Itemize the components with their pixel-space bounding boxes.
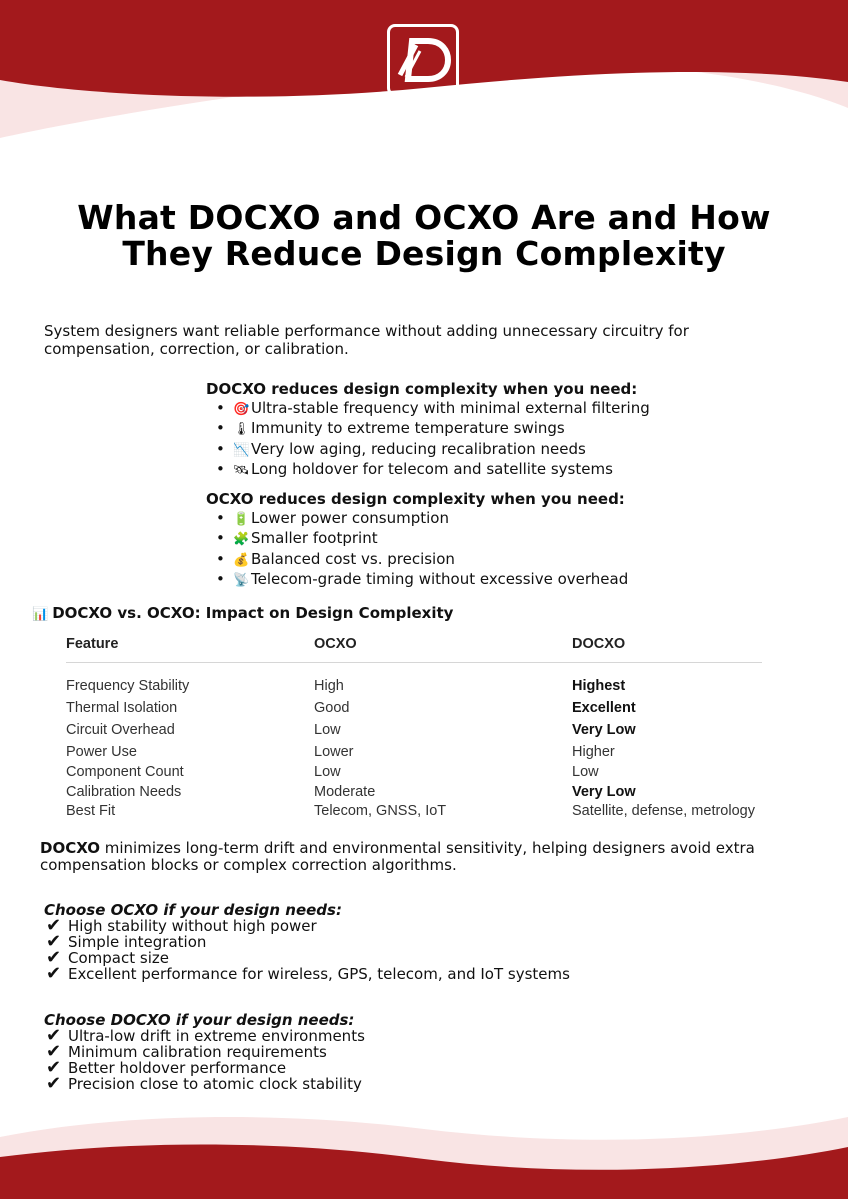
choose-docxo-section (44, 1012, 644, 1092)
list-item: ✔ Better holdover performance (46, 1057, 287, 1078)
page-title: What DOCXO and OCXO Are and How They Reduce Design Complexity (77, 198, 771, 273)
ocxo-benefits-heading: OCXO reduces design complexity when you need: (206, 490, 625, 508)
choose-ocxo-heading: Choose OCXO if your design needs: (44, 901, 342, 919)
list-item: • 🌡Immunity to extreme temperature swings (206, 419, 766, 440)
checkmark-icon: ✔ (46, 1073, 62, 1094)
checkmark-icon: ✔ (46, 947, 62, 968)
list-item: ✔ Simple integration (46, 931, 207, 952)
list-item: ✔ Minimum calibration requirements (46, 1041, 327, 1062)
column-header-feature: Feature (66, 636, 119, 652)
target-icon: 🎯 (233, 401, 250, 417)
satellite-dish-icon: 📡 (233, 573, 250, 588)
column-header-docxo: DOCXO (572, 636, 626, 652)
docxo-benefits-heading: DOCXO reduces design complexity when you need: (206, 380, 638, 398)
comparison-table (66, 636, 762, 823)
table-row: Calibration Needs Moderate Very Low (66, 784, 636, 800)
money-bag-icon: 💰 (233, 552, 250, 568)
summary-paragraph: DOCXO minimizes long-term drift and environmental sensitivity, helping designers avoid extra compensation blocks or complex correction algorithms. (40, 839, 755, 874)
chart-decreasing-icon: 📉 (233, 442, 250, 458)
puzzle-piece-icon: 🧩 (233, 532, 250, 547)
table-row: Circuit Overhead Low Very Low (66, 722, 636, 738)
footer-banner (0, 1099, 848, 1199)
list-item: • 📉 Very low aging, reducing recalibration needs (206, 440, 766, 461)
list-item: ✔ Precision close to atomic clock stability (46, 1073, 362, 1094)
docxo-benefits (206, 380, 766, 481)
table-row: Power Use Lower Higher (66, 744, 615, 760)
table-row: Component Count Low Low (66, 764, 599, 780)
summary-lead: DOCXO (40, 839, 100, 857)
list-item: ✔ Ultra-low drift in extreme environments (46, 1025, 365, 1046)
list-item: ✔ Excellent performance for wireless, GPS, telecom, and IoT systems (46, 963, 570, 984)
list-item: • 💰 Balanced cost vs. precision (206, 550, 766, 571)
comparison-title: 📊 DOCXO vs. OCXO: Impact on Design Complexity (32, 604, 454, 622)
thermometer-icon: 🌡 (233, 422, 250, 437)
list-item: ✔ High stability without high power (46, 915, 317, 936)
table-header-row (66, 636, 762, 663)
company-logo (387, 24, 459, 96)
list-item: ✔ Compact size (46, 947, 169, 968)
choose-docxo-heading: Choose DOCXO if your design needs: (44, 1011, 355, 1029)
checkmark-icon: ✔ (46, 1057, 62, 1078)
checkmark-icon: ✔ (46, 915, 62, 936)
bar-chart-icon: 📊 (32, 607, 49, 622)
list-item: • 📡 Telecom-grade timing without excessive overhead (206, 570, 766, 591)
battery-icon: 🔋 (233, 511, 250, 527)
ocxo-benefits (206, 490, 766, 591)
choose-ocxo-section (44, 902, 644, 982)
table-row: Frequency Stability High Highest (66, 678, 626, 694)
list-item: • 🔋 Lower power consumption (206, 509, 766, 530)
d-letter-logo-icon (390, 27, 456, 93)
intro-paragraph: System designers want reliable performance without adding unnecessary circuitry for compensation, correction, or calibration. (44, 322, 689, 358)
list-item: • 🧩 Smaller footprint (206, 529, 766, 550)
list-item: • 🛰Long holdover for telecom and satellite systems (206, 460, 766, 481)
table-row: Thermal Isolation Good Excellent (66, 700, 636, 716)
column-header-ocxo: OCXO (314, 636, 357, 652)
table-row: Best Fit Telecom, GNSS, IoT Satellite, defense, metrology (66, 803, 755, 819)
checkmark-icon: ✔ (46, 1041, 62, 1062)
list-item: • 🎯 Ultra-stable frequency with minimal external filtering (206, 399, 766, 420)
checkmark-icon: ✔ (46, 1025, 62, 1046)
checkmark-icon: ✔ (46, 963, 62, 984)
satellite-icon: 🛰 (233, 463, 250, 478)
checkmark-icon: ✔ (46, 931, 62, 952)
